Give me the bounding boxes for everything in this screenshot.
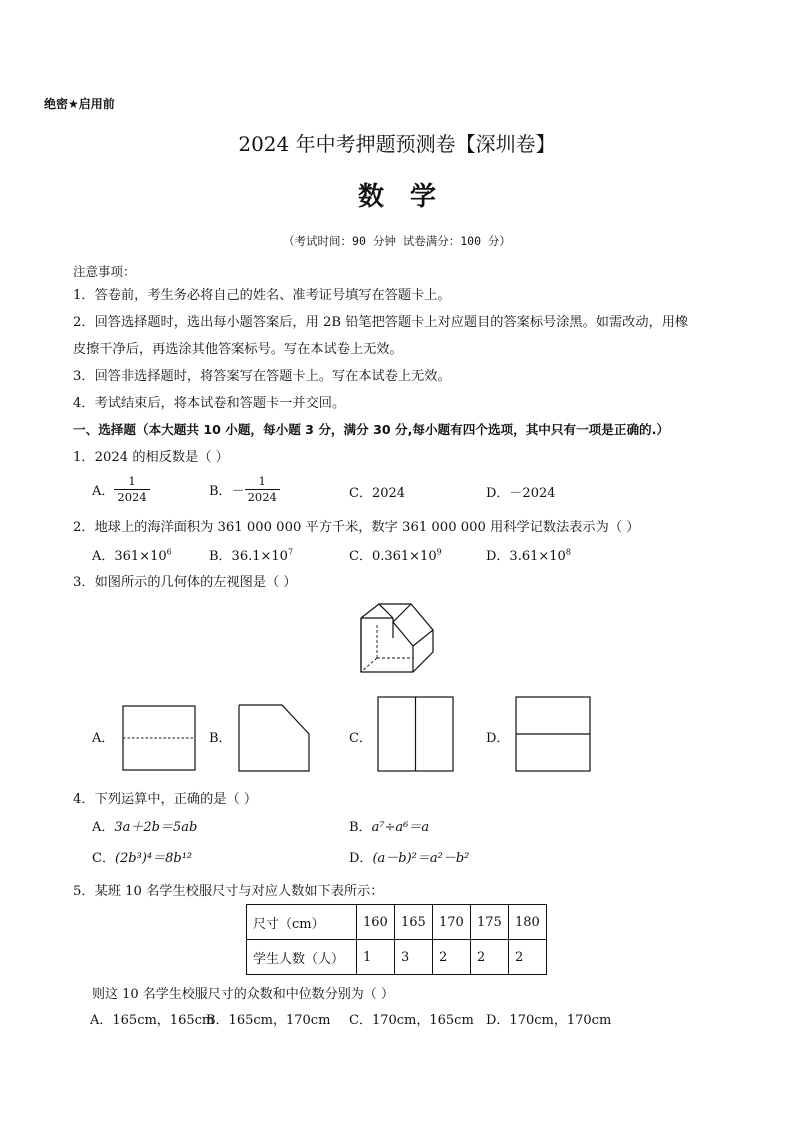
exam-title: 2024 年中考押题预测卷【深圳卷】 bbox=[238, 132, 556, 156]
table-header-cell: 学生人数（人） bbox=[247, 940, 357, 975]
q3-option-a-label: A． bbox=[92, 731, 115, 746]
q1-option-d: D．－2024 bbox=[486, 486, 556, 501]
q3-option-d-label: D． bbox=[486, 731, 510, 746]
exam-info: （考试时间：90 分钟 试卷满分：100 分） bbox=[283, 234, 511, 248]
option-text: A．361×10 bbox=[92, 549, 167, 564]
denominator: 2024 bbox=[247, 490, 277, 504]
note-item: 4．考试结束后，将本试卷和答题卡一并交回。 bbox=[73, 396, 346, 411]
table-row bbox=[247, 940, 547, 975]
table-cell: 160 bbox=[357, 905, 395, 940]
table-cell: 1 bbox=[357, 940, 395, 975]
option-label: B． bbox=[349, 820, 372, 835]
q1-option-c: C．2024 bbox=[349, 486, 406, 501]
note-item: 1．答卷前，考生务必将自己的姓名、准考证号填写在答题卡上。 bbox=[73, 288, 451, 303]
q5-option-c: C．170cm，165cm bbox=[349, 1013, 474, 1028]
exponent: 8 bbox=[565, 547, 571, 557]
math-expression: 3a＋2b＝5ab bbox=[114, 820, 198, 835]
q5-option-d: D．170cm，170cm bbox=[486, 1013, 612, 1028]
table-cell: 180 bbox=[509, 905, 547, 940]
notes-title: 注意事项： bbox=[73, 264, 136, 279]
option-text: B．36.1×10 bbox=[209, 549, 288, 564]
fraction bbox=[114, 474, 149, 505]
option-label: D． bbox=[349, 851, 373, 866]
table-cell: 170 bbox=[433, 905, 471, 940]
q5-follow-up: 则这 10 名学生校服尺寸的众数和中位数分别为（ ） bbox=[92, 987, 394, 1002]
q3-stem: 3．如图所示的几何体的左视图是（ ） bbox=[73, 575, 297, 590]
minus-sign: － bbox=[231, 484, 245, 499]
option-label: A． bbox=[92, 484, 115, 499]
math-expression: a⁷÷a⁶＝a bbox=[371, 820, 430, 835]
q3-option-c-label: C． bbox=[349, 731, 372, 746]
q4-stem: 4．下列运算中，正确的是（ ） bbox=[73, 792, 258, 807]
table-cell: 175 bbox=[471, 905, 509, 940]
math-expression: (2b³)⁴＝8b¹² bbox=[114, 851, 193, 866]
q4-option-b bbox=[349, 816, 429, 835]
table-cell: 2 bbox=[471, 940, 509, 975]
exponent: 9 bbox=[436, 547, 442, 557]
q4-option-d bbox=[349, 847, 469, 866]
exponent: 7 bbox=[287, 547, 294, 557]
table-row bbox=[247, 905, 547, 940]
q5-stem: 5．某班 10 名学生校服尺寸与对应人数如下表所示： bbox=[73, 884, 384, 899]
q2-option-d bbox=[486, 545, 571, 564]
q3-option-b-figure bbox=[238, 704, 310, 772]
option-label: A． bbox=[92, 820, 115, 835]
q3-option-a-figure bbox=[122, 705, 196, 771]
subject-title: 数学 bbox=[357, 182, 462, 212]
table-cell: 3 bbox=[395, 940, 433, 975]
q3-option-d-figure bbox=[515, 696, 591, 772]
q2-option-b bbox=[209, 545, 293, 564]
q1-option-a bbox=[92, 474, 150, 505]
table-cell: 2 bbox=[509, 940, 547, 975]
q3-option-b-label: B． bbox=[209, 731, 232, 746]
exponent: 6 bbox=[166, 547, 172, 557]
confidential-mark: 绝密★启用前 bbox=[44, 97, 115, 111]
numerator: 1 bbox=[245, 474, 280, 490]
q5-option-b: B．165cm，170cm bbox=[206, 1013, 331, 1028]
q2-option-c bbox=[349, 545, 442, 564]
note-item: 3．回答非选择题时，将答案写在答题卡上。写在本试卷上无效。 bbox=[73, 369, 451, 384]
q4-option-c bbox=[92, 847, 192, 866]
table-cell: 2 bbox=[433, 940, 471, 975]
fraction bbox=[245, 474, 280, 505]
option-text: D．3.61×10 bbox=[486, 549, 566, 564]
q2-option-a bbox=[92, 545, 172, 564]
numerator: 1 bbox=[114, 474, 149, 490]
option-label: B． bbox=[209, 484, 232, 499]
note-item: 2．回答选择题时，选出每小题答案后，用 2B 铅笔把答题卡上对应题目的答案标号涂黑。如需改动，用橡 bbox=[73, 315, 689, 330]
solid-figure bbox=[355, 600, 440, 678]
q1-option-b bbox=[209, 474, 280, 505]
note-item: 皮擦干净后，再选涂其他答案标号。写在本试卷上无效。 bbox=[73, 342, 403, 357]
denominator: 2024 bbox=[117, 490, 147, 504]
q3-option-c-figure bbox=[377, 696, 454, 772]
size-table bbox=[246, 904, 547, 975]
q4-option-a bbox=[92, 816, 197, 835]
q2-stem: 2．地球上的海洋面积为 361 000 000 平方千米，数字 361 000 000 用科学记数法表示为（ ） bbox=[73, 520, 640, 535]
table-header-cell: 尺寸（cm） bbox=[247, 905, 357, 940]
table-cell: 165 bbox=[395, 905, 433, 940]
q5-option-a: A．165cm，165cm bbox=[90, 1013, 215, 1028]
section-heading: 一、选择题（本大题共 10 小题，每小题 3 分，满分 30 分,每小题有四个选项，其中只有一项是正确的.） bbox=[73, 422, 670, 437]
option-text: C．0.361×10 bbox=[349, 549, 437, 564]
math-expression: (a－b)²＝a²－b² bbox=[372, 851, 470, 866]
q1-stem: 1．2024 的相反数是（ ） bbox=[73, 450, 229, 465]
option-label: C． bbox=[92, 851, 115, 866]
